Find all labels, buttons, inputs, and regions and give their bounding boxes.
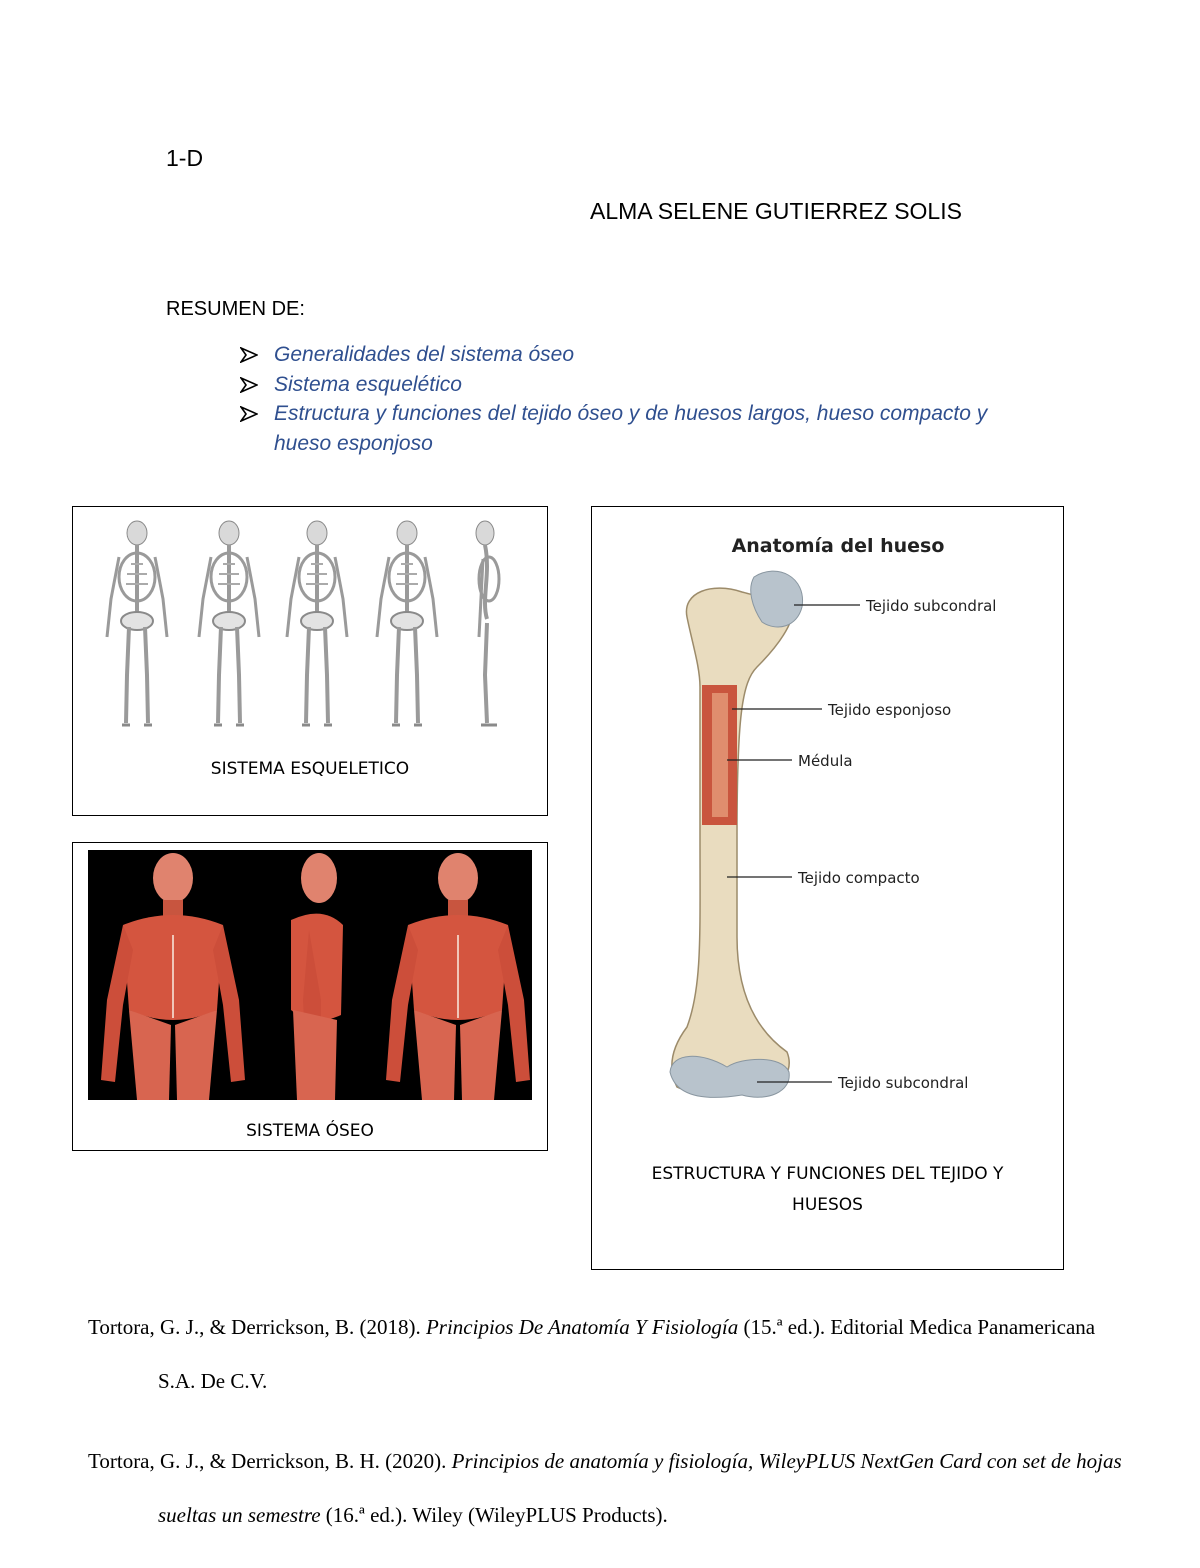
topic-item [240,340,1000,370]
summary-heading: RESUMEN DE: [166,298,305,320]
reference-authors: Tortora, G. J., & Derrickson, B. H. (2020). [88,1449,452,1473]
bone-label: Tejido subcondral [838,1074,969,1092]
muscle-illustration [88,850,532,1100]
arrow-bullet-icon [240,347,258,363]
bone-label: Tejido esponjoso [828,701,952,719]
reference-details: (15.ª ed.). Editorial Medica Panamericana S.A. De C.V. [158,1315,1096,1393]
reference-details: (16.ª ed.). Wiley (WileyPLUS Products). [320,1503,668,1527]
bone-diagram-title: Anatomía del hueso [731,535,945,557]
topic-item [240,370,1000,400]
topic-list [240,340,1000,458]
arrow-bullet-icon [240,406,258,422]
author-name: ALMA SELENE GUTIERREZ SOLIS [590,198,962,224]
group-label: 1-D [166,145,204,171]
topic-text: Sistema esquelético [274,372,462,396]
skeleton-caption: SISTEMA ESQUELETICO [210,759,410,779]
bone-caption [592,1159,1063,1221]
muscle-caption: SISTEMA ÓSEO [246,1121,374,1141]
muscle-figure [72,842,548,1151]
bone-caption-line: ESTRUCTURA Y FUNCIONES DEL TEJIDO Y [651,1164,1004,1184]
bone-label: Tejido compacto [798,869,920,887]
bone-diagram [592,507,1062,1127]
skeleton-figure [72,506,548,816]
reference-authors: Tortora, G. J., & Derrickson, B. (2018). [88,1315,426,1339]
references [88,1300,1128,1568]
skeleton-illustration [89,519,529,739]
bone-caption-line: HUESOS [792,1195,863,1215]
bone-label: Tejido subcondral [866,597,997,615]
topic-text: Estructura y funciones del tejido óseo y de huesos largos, hueso compacto y hueso esponjoso [274,402,988,455]
bone-label: Médula [798,752,853,770]
reference-item [88,1434,1128,1542]
reference-title: Principios de anatomía y fisiología, WileyPLUS NextGen Card con set de hojas sueltas un semestre [158,1449,1122,1527]
arrow-bullet-icon [240,377,258,393]
bone-figure [591,506,1064,1270]
topic-item [240,399,1000,458]
topic-text: Generalidades del sistema óseo [274,343,575,366]
reference-item [88,1300,1128,1408]
reference-title: Principios De Anatomía Y Fisiología [425,1315,739,1339]
